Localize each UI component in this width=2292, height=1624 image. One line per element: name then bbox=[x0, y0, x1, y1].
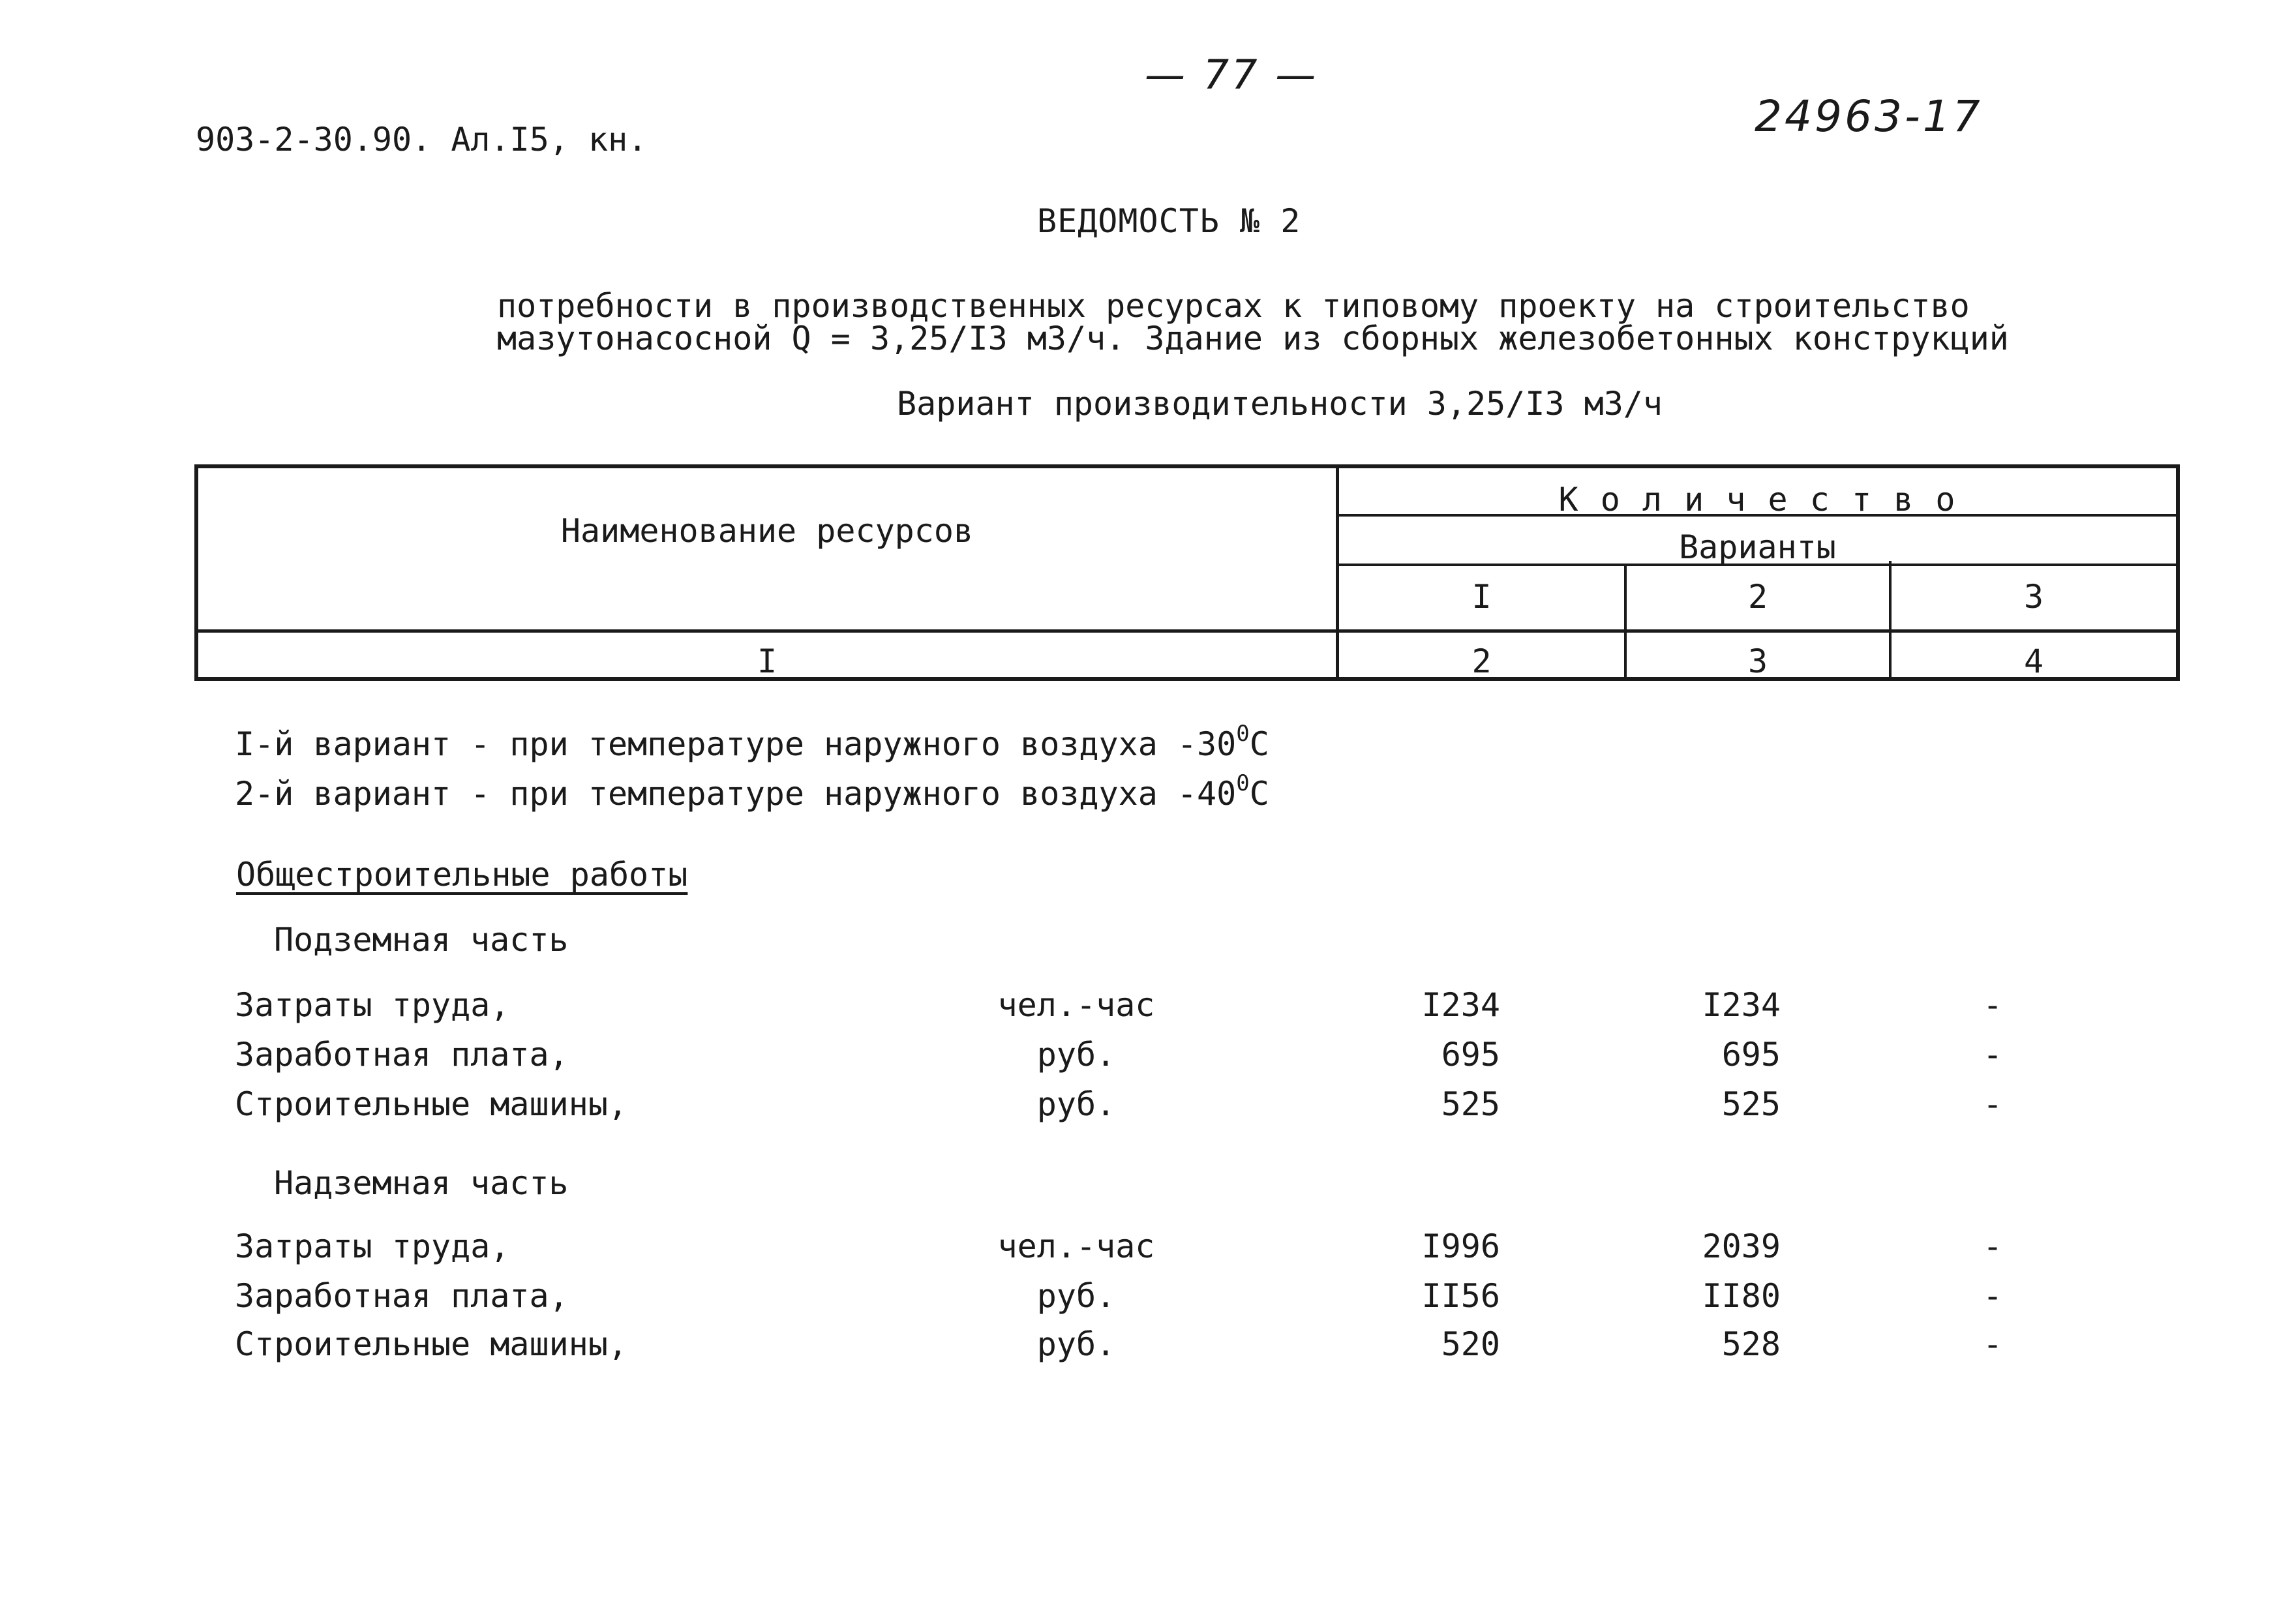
document-code: 903-2-30.90. Ал.I5, кн. bbox=[196, 121, 648, 158]
row-value-1: II56 bbox=[1421, 1277, 1500, 1315]
variant-header-2: 2 bbox=[1747, 578, 1768, 616]
archive-number: 24963-17 bbox=[1755, 91, 1983, 142]
column-number-1: I bbox=[757, 642, 777, 680]
row-unit: чел.-час bbox=[997, 1227, 1155, 1265]
row-unit: руб. bbox=[1036, 1036, 1116, 1074]
row-label: Строительные машины, bbox=[235, 1325, 628, 1363]
row-value-1: 695 bbox=[1441, 1036, 1500, 1074]
note-variant-1: I-й вариант - при температуре наружного воздуха $-30^0C$ bbox=[235, 721, 1269, 763]
row-unit: руб. bbox=[1036, 1085, 1116, 1123]
row-label: Затраты труда, bbox=[235, 986, 510, 1024]
section-title: Общестроительные работы bbox=[236, 856, 688, 894]
row-value-1: 520 bbox=[1441, 1325, 1500, 1363]
row-value-1: I234 bbox=[1421, 986, 1500, 1024]
column-header-quantity: К о л и ч е с т в о bbox=[1558, 481, 1957, 519]
row-value-3: - bbox=[1982, 1036, 2003, 1074]
column-header-name: Наименование ресурсов bbox=[560, 512, 974, 550]
group-title-aboveground: Надземная часть bbox=[274, 1164, 569, 1202]
row-value-3: - bbox=[1982, 1325, 2003, 1363]
page-number: — 77 — bbox=[1145, 51, 1319, 98]
row-unit: чел.-час bbox=[997, 986, 1155, 1024]
row-value-2: II80 bbox=[1702, 1277, 1781, 1315]
row-value-1: 525 bbox=[1441, 1085, 1500, 1123]
row-value-2: I234 bbox=[1702, 986, 1781, 1024]
row-value-2: 2039 bbox=[1702, 1227, 1781, 1265]
row-value-3: - bbox=[1982, 1277, 2003, 1315]
table-right-border bbox=[2176, 464, 2180, 681]
row-label: Строительные машины, bbox=[235, 1085, 628, 1123]
row-value-3: - bbox=[1982, 1227, 2003, 1265]
column-number-3: 3 bbox=[1747, 642, 1768, 680]
note-variant-2: 2-й вариант - при температуре наружного воздуха $-40^0C$ bbox=[235, 770, 1269, 813]
row-label: Заработная плата, bbox=[235, 1277, 569, 1315]
variant-title: Вариант производительности 3,25/I3 м3/ч bbox=[897, 385, 1663, 423]
title-line-1: потребности в производственных ресурсах к типовому проекту на строительство bbox=[497, 287, 1970, 325]
row-value-3: - bbox=[1982, 1085, 2003, 1123]
row-label: Затраты труда, bbox=[235, 1227, 510, 1265]
row-value-2: 528 bbox=[1721, 1325, 1781, 1363]
column-header-variants: Варианты bbox=[1679, 528, 1836, 566]
column-number-2: 2 bbox=[1471, 642, 1492, 680]
variant-header-3: 3 bbox=[2023, 578, 2044, 616]
document-heading: ВЕДОМОСТЬ № 2 bbox=[1037, 202, 1301, 240]
variant-header-1: I bbox=[1471, 578, 1492, 616]
row-value-1: I996 bbox=[1421, 1227, 1500, 1265]
title-line-2: мазутонасосной Q = 3,25/I3 м3/ч. Здание из сборных железобетонных конструкций bbox=[497, 320, 2009, 357]
row-unit: руб. bbox=[1036, 1325, 1116, 1363]
row-value-2: 525 bbox=[1721, 1085, 1781, 1123]
row-value-2: 695 bbox=[1721, 1036, 1781, 1074]
row-value-3: - bbox=[1982, 986, 2003, 1024]
table-header-divider bbox=[194, 629, 2180, 633]
row-unit: руб. bbox=[1036, 1277, 1116, 1315]
column-number-4: 4 bbox=[2023, 642, 2044, 680]
group-title-underground: Подземная часть bbox=[274, 921, 569, 959]
table-top-border bbox=[194, 464, 2180, 468]
row-label: Заработная плата, bbox=[235, 1036, 569, 1074]
